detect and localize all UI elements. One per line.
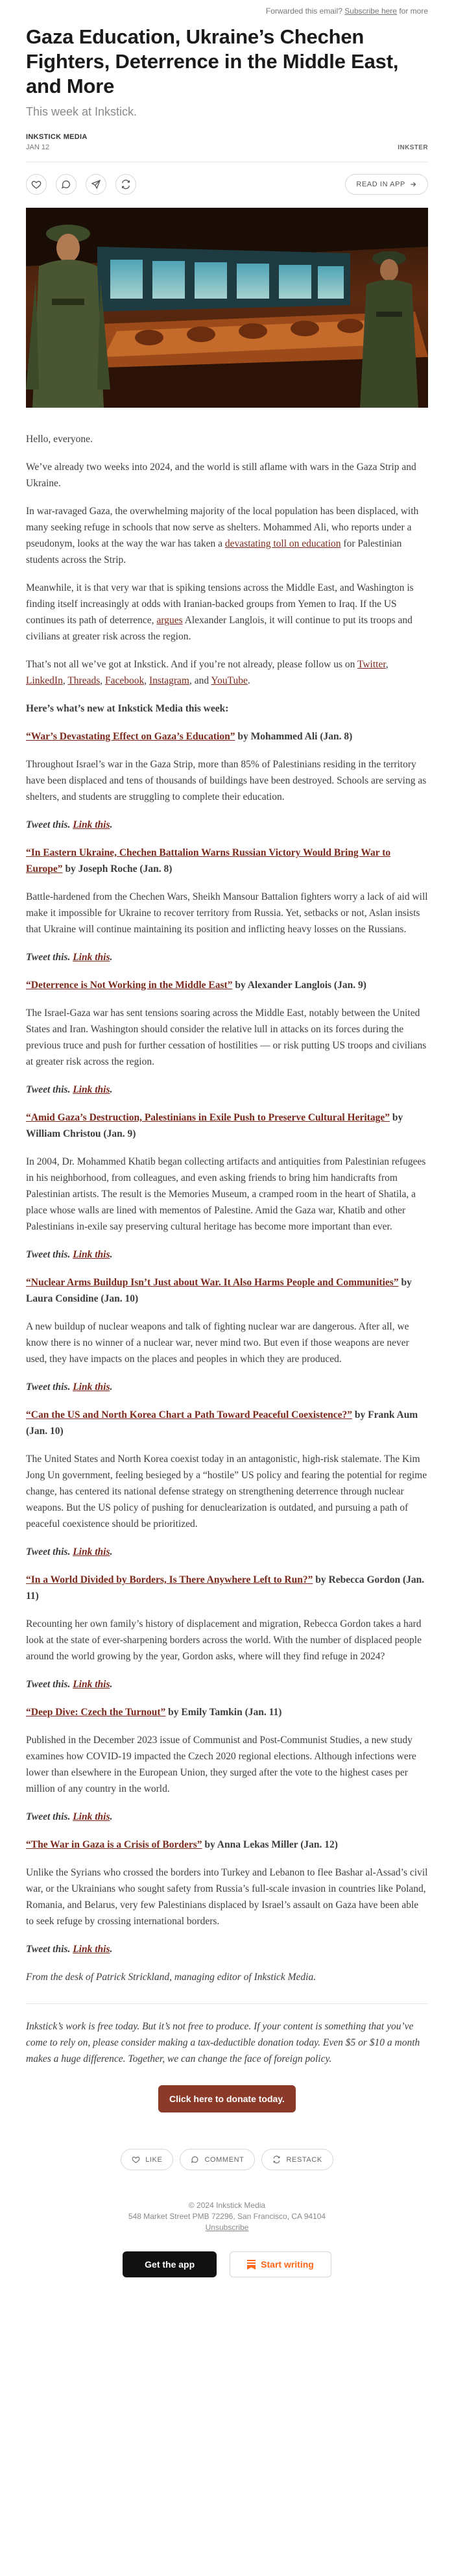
comment-button[interactable] [56,174,77,195]
story-byline: by Joseph Roche (Jan. 8) [62,863,173,874]
story-title-link[interactable]: “In a World Divided by Borders, Is There Anywhere Left to Run?” [26,1574,313,1585]
story-title-link[interactable]: “Can the US and North Korea Chart a Path Toward Peaceful Coexistence?” [26,1409,353,1420]
tweet-label: Tweet this [26,952,68,963]
publication-name[interactable]: INKSTICK MEDIA [26,133,88,141]
email-container [26,0,428,2277]
tweet-label: Tweet this [26,819,68,830]
story-summary: The United States and North Korea coexist today in an antagonistic, high-risk stalemate. The Kim Jong Un government, feeling besieged by a “hostile” US policy and fearing the potential for regime change, has centered its national defense strategy on strengthening deterrence through nuclear weapons. But the US policy of pushing for denuclearization is outdated, and pursuing a path of peaceful coexistence should be prioritized. [26,1454,427,1530]
story-title-link[interactable]: “Amid Gaza’s Destruction, Palestinians in Exile Push to Preserve Cultural Heritage” [26,1112,390,1123]
linkedin-link[interactable]: LinkedIn [26,675,63,686]
share-links [26,1246,428,1263]
story-byline: by Alexander Langlois (Jan. 9) [232,980,366,991]
story-summary: A new buildup of nuclear weapons and talk of fighting nuclear war are dangerous. After all, we know there is no winner of a nuclear war, never mind two. But even if those weapons are never used, they have impacts on the places and peoples in which they are produced. [26,1321,409,1365]
story-heading [26,1704,428,1720]
like-label: LIKE [145,2155,163,2164]
story-heading [26,977,428,993]
address: 548 Market Street PMB 72296, San Francisco, CA 94104 [128,2212,326,2221]
post-meta [26,133,428,151]
divider [26,2003,428,2004]
comment-icon [61,179,71,190]
greeting: Hello, everyone. [26,434,93,445]
donate-text: Inkstick’s work is free today. But it’s not free to produce. If your content is something that you’ve come to rely on, please consider making a tax-deductible donation today. Even $5 or $10 a month makes a huge difference. Together, we can change the face of foreign policy. [26,2021,420,2064]
tweet-label: Tweet this [26,1546,68,1557]
tweet-label: Tweet this [26,1679,68,1690]
separator: . [110,1679,113,1690]
preheader-suffix: for more [396,6,428,16]
story-summary: The Israel-Gaza war has sent tensions soaring across the Middle East, notably between the United States and Iran. Washington should consider the relative lull in attacks on its forces during the previous truce and push for further cessation of hostilities — or risk putting US troops and civilians at greater risk across the region. [26,1008,427,1067]
threads-link[interactable]: Threads [67,675,101,686]
link-this-link[interactable]: Link this [73,1944,110,1955]
hero-image[interactable] [26,208,428,408]
share-links [26,817,428,833]
subscribe-link[interactable]: Subscribe here [344,6,397,16]
story-title-link[interactable]: “In Eastern Ukraine, Chechen Battalion Warns Russian Victory Would Bring War to Europe” [26,847,391,874]
post-body [26,431,428,1985]
story-heading [26,1572,428,1604]
story-byline: by Anna Lekas Miller (Jan. 12) [202,1839,338,1850]
p2-text: In war-ravaged Gaza, the overwhelming majority of the local population has been displaced, with many seeking refuge in schools that now serve as shelters. Mohammed Ali, who reports under a pseudonym, looks at the way the war has taken a [26,506,419,549]
link-this-link[interactable]: Link this [73,1381,110,1393]
footer-comment-button[interactable] [180,2149,255,2170]
separator: . [110,1811,113,1822]
story-heading [26,1407,428,1439]
subscriber-badge: INKSTER [398,144,428,151]
separator: . [67,1249,73,1260]
separator: . [110,1546,113,1557]
preheader-text: Forwarded this email? [265,6,345,16]
heart-icon [31,179,42,190]
footer-info [26,2200,428,2233]
tweet-label: Tweet this [26,1381,68,1393]
argues-link[interactable]: argues [156,615,183,626]
post-title: Gaza Education, Ukraine’s Chechen Fighters, Deterrence in the Middle East, and More [26,25,399,97]
link-this-link[interactable]: Link this [73,1546,110,1557]
link-this-link[interactable]: Link this [73,1811,110,1822]
facebook-link[interactable]: Facebook [104,675,145,686]
footer-restack-button[interactable] [261,2149,333,2170]
comment-icon [191,2155,199,2164]
tweet-label: Tweet this [26,1084,68,1095]
soldiers-image [26,208,428,408]
instagram-link[interactable]: Instagram [149,675,189,686]
story-heading [26,728,428,745]
tweet-label: Tweet this [26,1811,68,1822]
start-writing-label: Start writing [261,2259,314,2270]
p4-and: , and [189,675,211,686]
separator: . [67,1811,73,1822]
link-this-link[interactable]: Link this [73,1084,110,1095]
story-title-link[interactable]: “Nuclear Arms Buildup Isn’t Just about War. It Also Harms People and Communities” [26,1277,399,1288]
preheader [26,0,428,21]
paragraph-follow: That’s not all we’ve got at Inkstick. And if you’re not already, please follow us on Twitter, LinkedIn, Threads, Facebook, Instagram, and YouTube. [26,659,388,686]
story-byline: by Rebecca Gordon (Jan. 11) [26,1574,425,1602]
footer-actions [26,2149,428,2170]
education-link[interactable]: devastating toll on education [224,538,341,549]
story-list [26,728,428,1957]
link-this-link[interactable]: Link this [73,819,110,830]
unsubscribe-link[interactable]: Unsubscribe [205,2223,249,2232]
share-links [26,1809,428,1825]
share-links [26,1676,428,1692]
p4-end: . [247,675,250,686]
start-writing-button[interactable] [230,2251,331,2277]
story-title-link[interactable]: “The War in Gaza is a Crisis of Borders” [26,1839,202,1850]
paragraph-gaza [26,503,428,568]
story-byline: by William Christou (Jan. 9) [26,1112,403,1139]
share-button[interactable] [86,174,106,195]
separator: . [67,952,73,963]
post-actions [26,174,428,195]
separator: . [110,952,113,963]
substack-logo-icon [247,2260,256,2270]
app-buttons [26,2251,428,2277]
story-title-link[interactable]: “Deterrence is Not Working in the Middle East” [26,980,233,991]
youtube-link[interactable]: YouTube [211,675,248,686]
story-summary: Throughout Israel’s war in the Gaza Strip, more than 85% of Palestinians residing in the territory have been displaced and tens of thousands of buildings have been destroyed. Schools are serving as shelters, and students are struggling to complete their education. [26,759,427,802]
p3-text: Meanwhile, it is that very war that is spiking tensions across the Middle East, and Washington is finding itself increasingly at odds with Iranian-backed groups from Yemen to Iraq. If the US continues its path of deterrence, [26,582,414,626]
paragraph-middle-east [26,580,428,645]
arrow-icon [409,180,417,188]
story-summary: Recounting her own family’s history of displacement and migration, Rebecca Gordon takes a hard look at the state of ever-sharpening borders across the world. With the number of displaced people around the world growing by the year, Gordon asks, where will they find refuge in 2024? [26,1618,422,1662]
story-byline: by Mohammed Ali (Jan. 8) [235,731,353,742]
like-button[interactable] [26,174,47,195]
whats-new-heading [26,700,428,717]
read-in-app-label: READ IN APP [356,180,405,188]
get-app-button[interactable]: Get the app [123,2251,217,2277]
story-summary: In 2004, Dr. Mohammed Khatib began collecting artifacts and antiquities from Palestinian refugees in his neighborhood, from colleagues, and even asking friends to bring him handicrafts from Palestinian artists. The result is the Memories Museum, a cramped room in the heart of Shatila, a place whose walls are lined with mementos of Palestine. Amid the Gaza war, Khatib and other Palestinians in-exile say preserving cultural heritage has become more important than ever. [26,1156,426,1232]
share-icon [91,179,101,190]
story-summary: Published in the December 2023 issue of Communist and Post-Communist Studies, a new study examines how COVID-19 impacted the Czech 2020 regional elections. Although infections were lower than elsewhere in the European Union, they surged after the vote to the highest cases per million of any country in the world. [26,1735,416,1794]
story-title-link[interactable]: “Deep Dive: Czech the Turnout” [26,1707,166,1718]
paragraph-intro: We’ve already two weeks into 2024, and the world is still aflame with wars in the Gaza Strip and Ukraine. [26,462,416,489]
separator: . [110,1249,113,1260]
post-date: JAN 12 [26,143,50,151]
comment-label: COMMENT [204,2155,245,2164]
separator: . [67,1546,73,1557]
restack-button[interactable] [115,174,136,195]
tweet-label: Tweet this [26,1944,68,1955]
restack-label: RESTACK [286,2155,322,2164]
story-heading [26,1837,428,1853]
signoff: From the desk of Patrick Strickland, managing editor of Inkstick Media. [26,1972,317,1983]
separator: . [110,1084,113,1095]
read-in-app-button[interactable] [345,174,428,195]
story-byline: by Frank Aum (Jan. 10) [26,1409,418,1437]
restack-icon [272,2155,281,2164]
link-this-link[interactable]: Link this [73,952,110,963]
whats-new-text: Here’s what’s new at Inkstick Media this week: [26,703,229,714]
story-byline: by Emily Tamkin (Jan. 11) [165,1707,282,1718]
separator: . [67,1944,73,1955]
link-this-link[interactable]: Link this [73,1679,110,1690]
share-links [26,1941,428,1957]
copyright: © 2024 Inkstick Media [188,2201,266,2210]
story-title-link[interactable]: “War’s Devastating Effect on Gaza’s Education” [26,731,235,742]
separator: . [67,1381,73,1393]
separator: . [110,1944,113,1955]
share-links [26,1379,428,1395]
heart-icon [132,2155,140,2164]
separator: . [110,819,113,830]
post-subtitle: This week at Inkstick. [26,105,137,118]
story-byline: by Laura Considine (Jan. 10) [26,1277,412,1304]
restack-icon [121,179,131,190]
donate-button[interactable]: Click here to donate today. [158,2085,296,2112]
story-summary: Battle-hardened from the Chechen Wars, Sheikh Mansour Battalion fighters worry a lack of aid will make it impossible for Ukraine to recover territory from Russia. Yet, setbacks or not, Aslan insists that Ukraine will continue maintaining its position and inflicting heavy losses on the Russians. [26,891,428,935]
footer-like-button[interactable] [121,2149,173,2170]
p4-text: That’s not all we’ve got at Inkstick. And if you’re not already, please follow us on [26,659,357,670]
story-heading [26,845,428,877]
p3-text-end: Alexander Langlois, it will continue to put its troops and civilians at greater risk across the region. [26,615,412,642]
separator: . [110,1381,113,1393]
twitter-link[interactable]: Twitter [357,659,386,670]
separator: . [67,1084,73,1095]
separator: . [67,1679,73,1690]
share-links [26,1544,428,1560]
story-heading [26,1109,428,1142]
tweet-label: Tweet this [26,1249,68,1260]
separator: . [67,819,73,830]
link-this-link[interactable]: Link this [73,1249,110,1260]
p2-text-end: for Palestinian students across the Strip. [26,538,402,565]
share-links [26,949,428,965]
story-heading [26,1274,428,1307]
share-links [26,1082,428,1098]
story-summary: Unlike the Syrians who crossed the borders into Turkey and Lebanon to flee Bashar al-Assad’s civil war, or the Ukrainians who sought safety from Russia’s full-scale invasion in countries like Poland, Romania, and Belarus, very few Palestinians displaced by Israel’s assault on Gaza have been able to seek refuge by crossing international borders. [26,1867,428,1927]
